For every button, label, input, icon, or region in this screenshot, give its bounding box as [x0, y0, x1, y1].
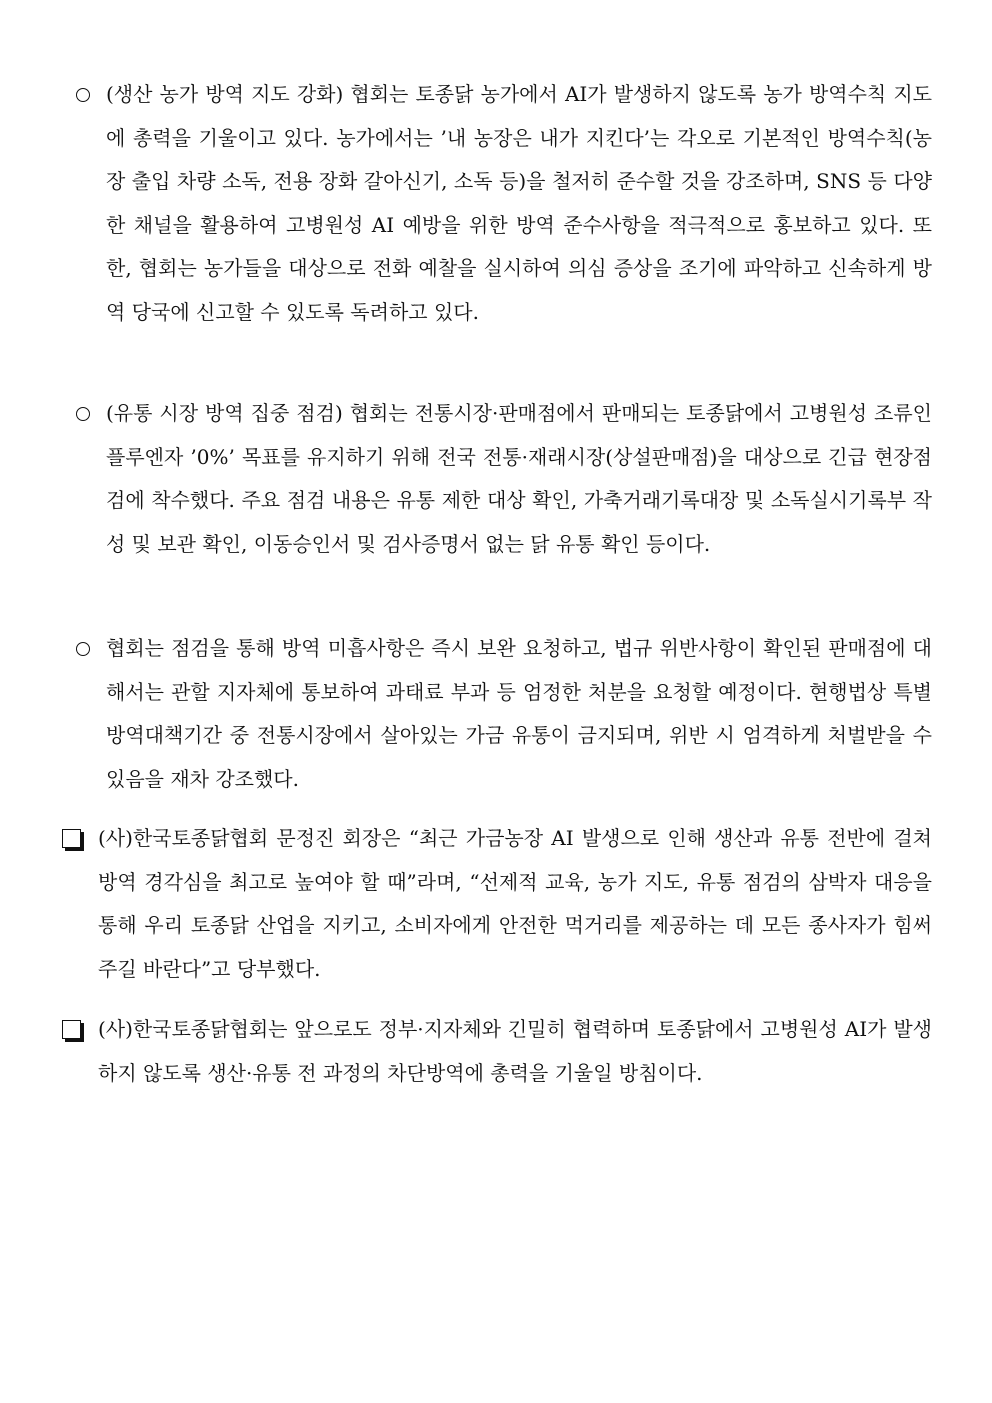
- paragraph-text: (생산 농가 방역 지도 강화) 협회는 토종닭 농가에서 AI가 발생하지 않도록 농가 방역수칙 지도에 총력을 기울이고 있다. 농가에서는 ’내 농장은 내가 지킨다’는 각오로 기본적인 방역수칙(농장 출입 차량 소독, 전용 장화 갈아신기, 소독 등)을 철저히 준수할 것을 강조하며, SNS 등 다양한 채널을 활용하여 고병원성 AI 예방을 위한 방역 준수사항을 적극적으로 홍보하고 있다. 또한, 협회는 농가들을 대상으로 전화 예찰을 실시하여 의심 증상을 조기에 파악하고 신속하게 방역 당국에 신고할 수 있도록 독려하고 있다.: [106, 82, 932, 324]
- paragraph-text: 협회는 점검을 통해 방역 미흡사항은 즉시 보완 요청하고, 법규 위반사항이 확인된 판매점에 대해서는 관할 지자체에 통보하여 과태료 부과 등 엄정한 처분을 요청할 예정이다. 현행법상 특별방역대책기간 중 전통시장에서 살아있는 가금 유통이 금지되며, 위반 시 엄격하게 처벌받을 수 있음을 재차 강조했다.: [106, 636, 932, 791]
- checkbox-bullet-icon: [60, 817, 90, 861]
- paragraph-text: (사)한국토종닭협회는 앞으로도 정부·지자체와 긴밀히 협력하며 토종닭에서 고병원성 AI가 발생하지 않도록 생산·유통 전 과정의 차단방역에 총력을 기울일 방침이다.: [98, 1017, 932, 1085]
- paragraph-market-inspection: [72, 392, 932, 566]
- paragraph-text: (사)한국토종닭협회 문정진 회장은 “최근 가금농장 AI 발생으로 인해 생산과 유통 전반에 걸쳐 방역 경각심을 최고로 높여야 할 때”라며, “선제적 교육, 농가 지도, 유통 점검의 삼박자 대응을 통해 우리 토종닭 산업을 지키고, 소비자에게 안전한 먹거리를 제공하는 데 모든 종사자가 힘써 주길 바란다”고 당부했다.: [98, 826, 932, 981]
- circle-bullet-icon: [72, 392, 102, 436]
- paragraph-chairman-quote: [60, 817, 932, 991]
- checkbox-bullet-icon: [60, 1008, 90, 1052]
- paragraph-association-plan: [60, 1008, 932, 1095]
- paragraph-text: (유통 시장 방역 집중 점검) 협회는 전통시장·판매점에서 판매되는 토종닭에서 고병원성 조류인플루엔자 ’0%’ 목표를 유지하기 위해 전국 전통·재래시장(상설판매점)을 대상으로 긴급 현장점검에 착수했다. 주요 점검 내용은 유통 제한 대상 확인, 가축거래기록대장 및 소독실시기록부 작성 및 보관 확인, 이동승인서 및 검사증명서 없는 닭 유통 확인 등이다.: [106, 401, 932, 556]
- circle-bullet-icon: [72, 627, 102, 671]
- circle-bullet-icon: [72, 73, 102, 117]
- paragraph-production-farm-guidance: [72, 73, 932, 334]
- paragraph-inspection-followup: [72, 627, 932, 801]
